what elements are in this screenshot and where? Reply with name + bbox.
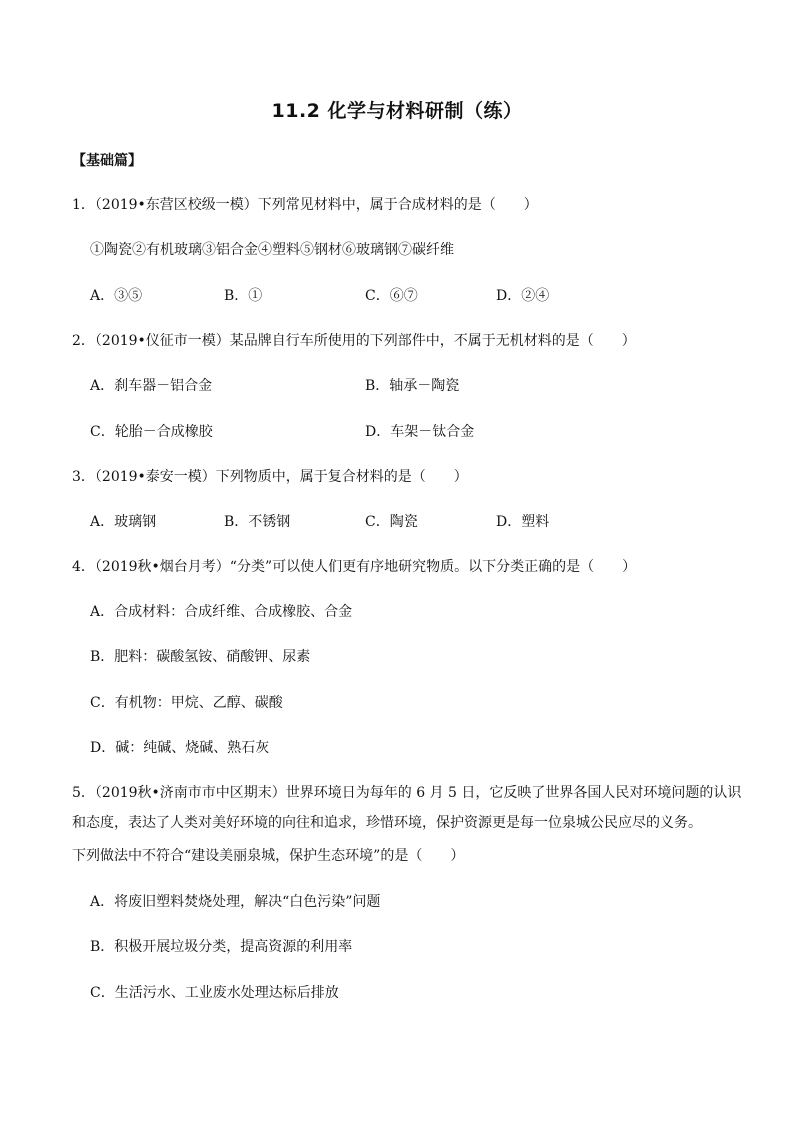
question-1-option-a: A．③⑤ (90, 288, 143, 304)
question-4-option-d: D．碱：纯碱、烧碱、熟石灰 (90, 740, 270, 756)
question-5-option-c: C．生活污水、工业废水处理达标后排放 (90, 985, 339, 1001)
question-1-stem: 1．（2019•东营区校级一模）下列常见材料中，属于合成材料的是（ ） (72, 197, 538, 213)
question-3-option-d: D．塑料 (496, 514, 550, 530)
question-3-option-a: A．玻璃钢 (90, 514, 157, 530)
question-4-stem: 4．（2019秋•烟台月考）“分类”可以使人们更有序地研究物质。以下分类正确的是（ ） (72, 559, 637, 575)
question-4-option-c: C．有机物：甲烷、乙醇、碳酸 (90, 695, 283, 711)
question-4-option-a: A．合成材料：合成纤维、合成橡胶、合金 (90, 604, 353, 620)
question-5-stem-line-1: 5．（2019秋•济南市市中区期末）世界环境日为每年的 6 月 5 日，它反映了世界各国人民对环境问题的认识 (72, 785, 742, 801)
question-1-option-b: B．① (224, 288, 263, 304)
question-5-option-a: A．将废旧塑料焚烧处理，解决“白色污染”问题 (90, 894, 381, 910)
question-2-option-c: C．轮胎－合成橡胶 (90, 424, 213, 440)
question-3-option-b: B．不锈钢 (224, 514, 291, 530)
question-5-option-b: B．积极开展垃圾分类，提高资源的利用率 (90, 939, 353, 955)
question-2-option-d: D．车架－钛合金 (365, 424, 475, 440)
question-3-option-c: C．陶瓷 (365, 514, 418, 530)
question-2-option-b: B．轴承－陶瓷 (365, 378, 460, 394)
question-1-option-c: C．⑥⑦ (365, 288, 418, 304)
question-4-option-b: B．肥料：碳酸氢铵、硝酸钾、尿素 (90, 649, 311, 665)
question-2-option-a: A．刹车器－铝合金 (90, 378, 213, 394)
question-3-stem: 3．（2019•泰安一模）下列物质中，属于复合材料的是（ ） (72, 469, 468, 485)
question-5-stem-line-2: 和态度，表达了人类对美好环境的向往和追求，珍惜环境，保护资源更是每一位泉城公民应尽的义务。 (72, 815, 702, 831)
question-1-items: ①陶瓷②有机玻璃③铝合金④塑料⑤钢材⑥玻璃钢⑦碳纤维 (90, 242, 454, 258)
question-1-option-d: D．②④ (496, 288, 550, 304)
section-heading: 【基础篇】 (72, 153, 142, 169)
page-title: 11.2 化学与材料研制（练） (271, 100, 523, 122)
question-2-stem: 2．（2019•仪征市一模）某品牌自行车所使用的下列部件中，不属于无机材料的是（ ） (72, 333, 636, 349)
question-5-stem-line-3: 下列做法中不符合“建设美丽泉城，保护生态环境”的是（ ） (72, 848, 465, 864)
